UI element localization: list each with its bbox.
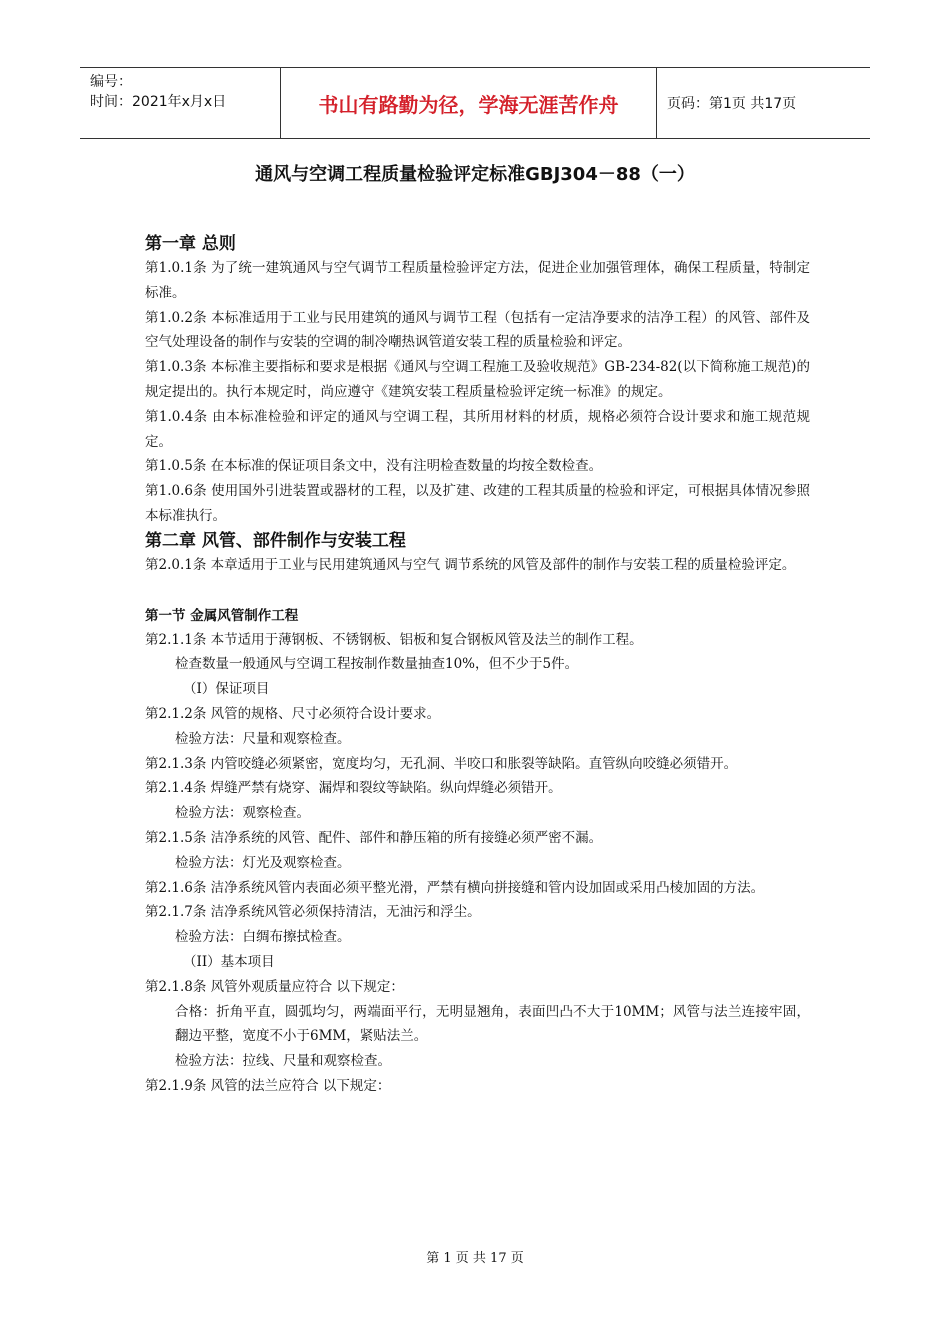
paragraph: 第1.0.2条 本标准适用于工业与民用建筑的通风与调节工程（包括有一定洁净要求的洁净工程）的风管、部件及空气处理设备的制作与安装的空调的制冷嘲热讽管道安装工程的质量检验和评定。 xyxy=(145,309,810,351)
paragraph: （I）保证项目 xyxy=(183,681,270,698)
header-page-info: 页码：第1页 共17页 xyxy=(667,96,797,112)
paragraph: 检查数量一般通风与空调工程按制作数量抽查10%，但不少于5件。 xyxy=(175,656,579,673)
page-footer: 第 1 页 共 17 页 xyxy=(426,1251,524,1266)
paragraph: 第1.0.6条 使用国外引进装置或器材的工程，以及扩建、改建的工程其质量的检验和评定，可根据具体情况参照本标准执行。 xyxy=(145,483,810,524)
header-meta xyxy=(80,68,281,138)
date-label: 时间：2021年x月x日 xyxy=(90,94,227,110)
chapter-1-heading: 第一章 总则 xyxy=(145,234,236,254)
paragraph: 第2.1.7条 洁净系统风管必须保持清洁，无油污和浮尘。 xyxy=(145,904,481,921)
paragraph: 检验方法：拉线、尺量和观察检查。 xyxy=(175,1053,391,1070)
paragraph: 第1.0.3条 本标准主要指标和要求是根据《通风与空调工程施工及验收规范》GB-234-82(以下简称施工规范)的规定提出的。执行本规定时，尚应遵守《建筑安装工程质量检验评定统一标准》的规定。 xyxy=(145,359,810,400)
page-header xyxy=(80,67,870,139)
paragraph: 合格：折角平直，圆弧均匀，两端面平行，无明显翘角，表面凹凸不大于10MM；风管与法兰连接牢固，翻边平整，宽度不小于6MM，紧贴法兰。 xyxy=(175,1003,810,1045)
paragraph: 检验方法：尺量和观察检查。 xyxy=(175,730,351,747)
paragraph: 第2.1.6条 洁净系统风管内表面必须平整光滑，严禁有横向拼接缝和管内设加固或采用凸棱加固的方法。 xyxy=(145,879,765,896)
paragraph: 第2.1.4条 焊缝严禁有烧穿、漏焊和裂纹等缺陷。纵向焊缝必须错开。 xyxy=(145,780,562,797)
document-title: 通风与空调工程质量检验评定标准GBJ304－88（一） xyxy=(255,164,695,185)
section-1-body xyxy=(145,628,810,1099)
header-motto: 书山有路勤为径，学海无涯苦作舟 xyxy=(281,68,657,138)
paragraph: 第1.0.5条 在本标准的保证项目条文中，没有注明检查数量的均按全数检查。 xyxy=(145,458,603,475)
paragraph: 第2.1.2条 风管的规格、尺寸必须符合设计要求。 xyxy=(145,705,441,722)
paragraph: 检验方法：白绸布擦拭检查。 xyxy=(175,929,351,946)
paragraph: 第2.1.1条 本节适用于薄钢板、不锈钢板、铝板和复合钢板风管及法兰的制作工程。 xyxy=(145,631,643,648)
paragraph: 第1.0.4条 由本标准检验和评定的通风与空调工程，其所用材料的材质，规格必须符合设计要求和施工规范规定。 xyxy=(145,408,810,450)
paragraph: 检验方法：灯光及观察检查。 xyxy=(175,854,351,871)
paragraph: 第2.1.8条 风管外观质量应符合 以下规定： xyxy=(145,978,404,995)
document-body xyxy=(145,232,810,1099)
paragraph: 第2.0.1条 本章适用于工业与民用建筑通风与空气 调节系统的风管及部件的制作与安装工程的质量检验评定。 xyxy=(145,556,796,573)
paragraph: 第2.1.3条 内管咬缝必须紧密，宽度均匀，无孔洞、半咬口和胀裂等缺陷。直管纵向咬缝必须错开。 xyxy=(145,755,738,772)
number-label: 编号： xyxy=(90,74,132,90)
paragraph: 第2.1.5条 洁净系统的风管、配件、部件和静压箱的所有接缝必须严密不漏。 xyxy=(145,829,603,846)
chapter-2-body xyxy=(145,553,810,578)
chapter-2-heading: 第二章 风管、部件制作与安装工程 xyxy=(145,530,406,551)
paragraph: （II）基本项目 xyxy=(183,953,275,970)
chapter-1-body xyxy=(145,256,810,529)
spacer xyxy=(145,578,810,604)
paragraph: 第2.1.9条 风管的法兰应符合 以下规定： xyxy=(145,1077,391,1094)
paragraph: 检验方法：观察检查。 xyxy=(175,805,310,822)
paragraph: 第1.0.1条 为了统一建筑通风与空气调节工程质量检验评定方法，促进企业加强管理体，确保工程质量，特制定标准。 xyxy=(145,260,810,301)
section-1-heading: 第一节 金属风管制作工程 xyxy=(145,607,299,624)
